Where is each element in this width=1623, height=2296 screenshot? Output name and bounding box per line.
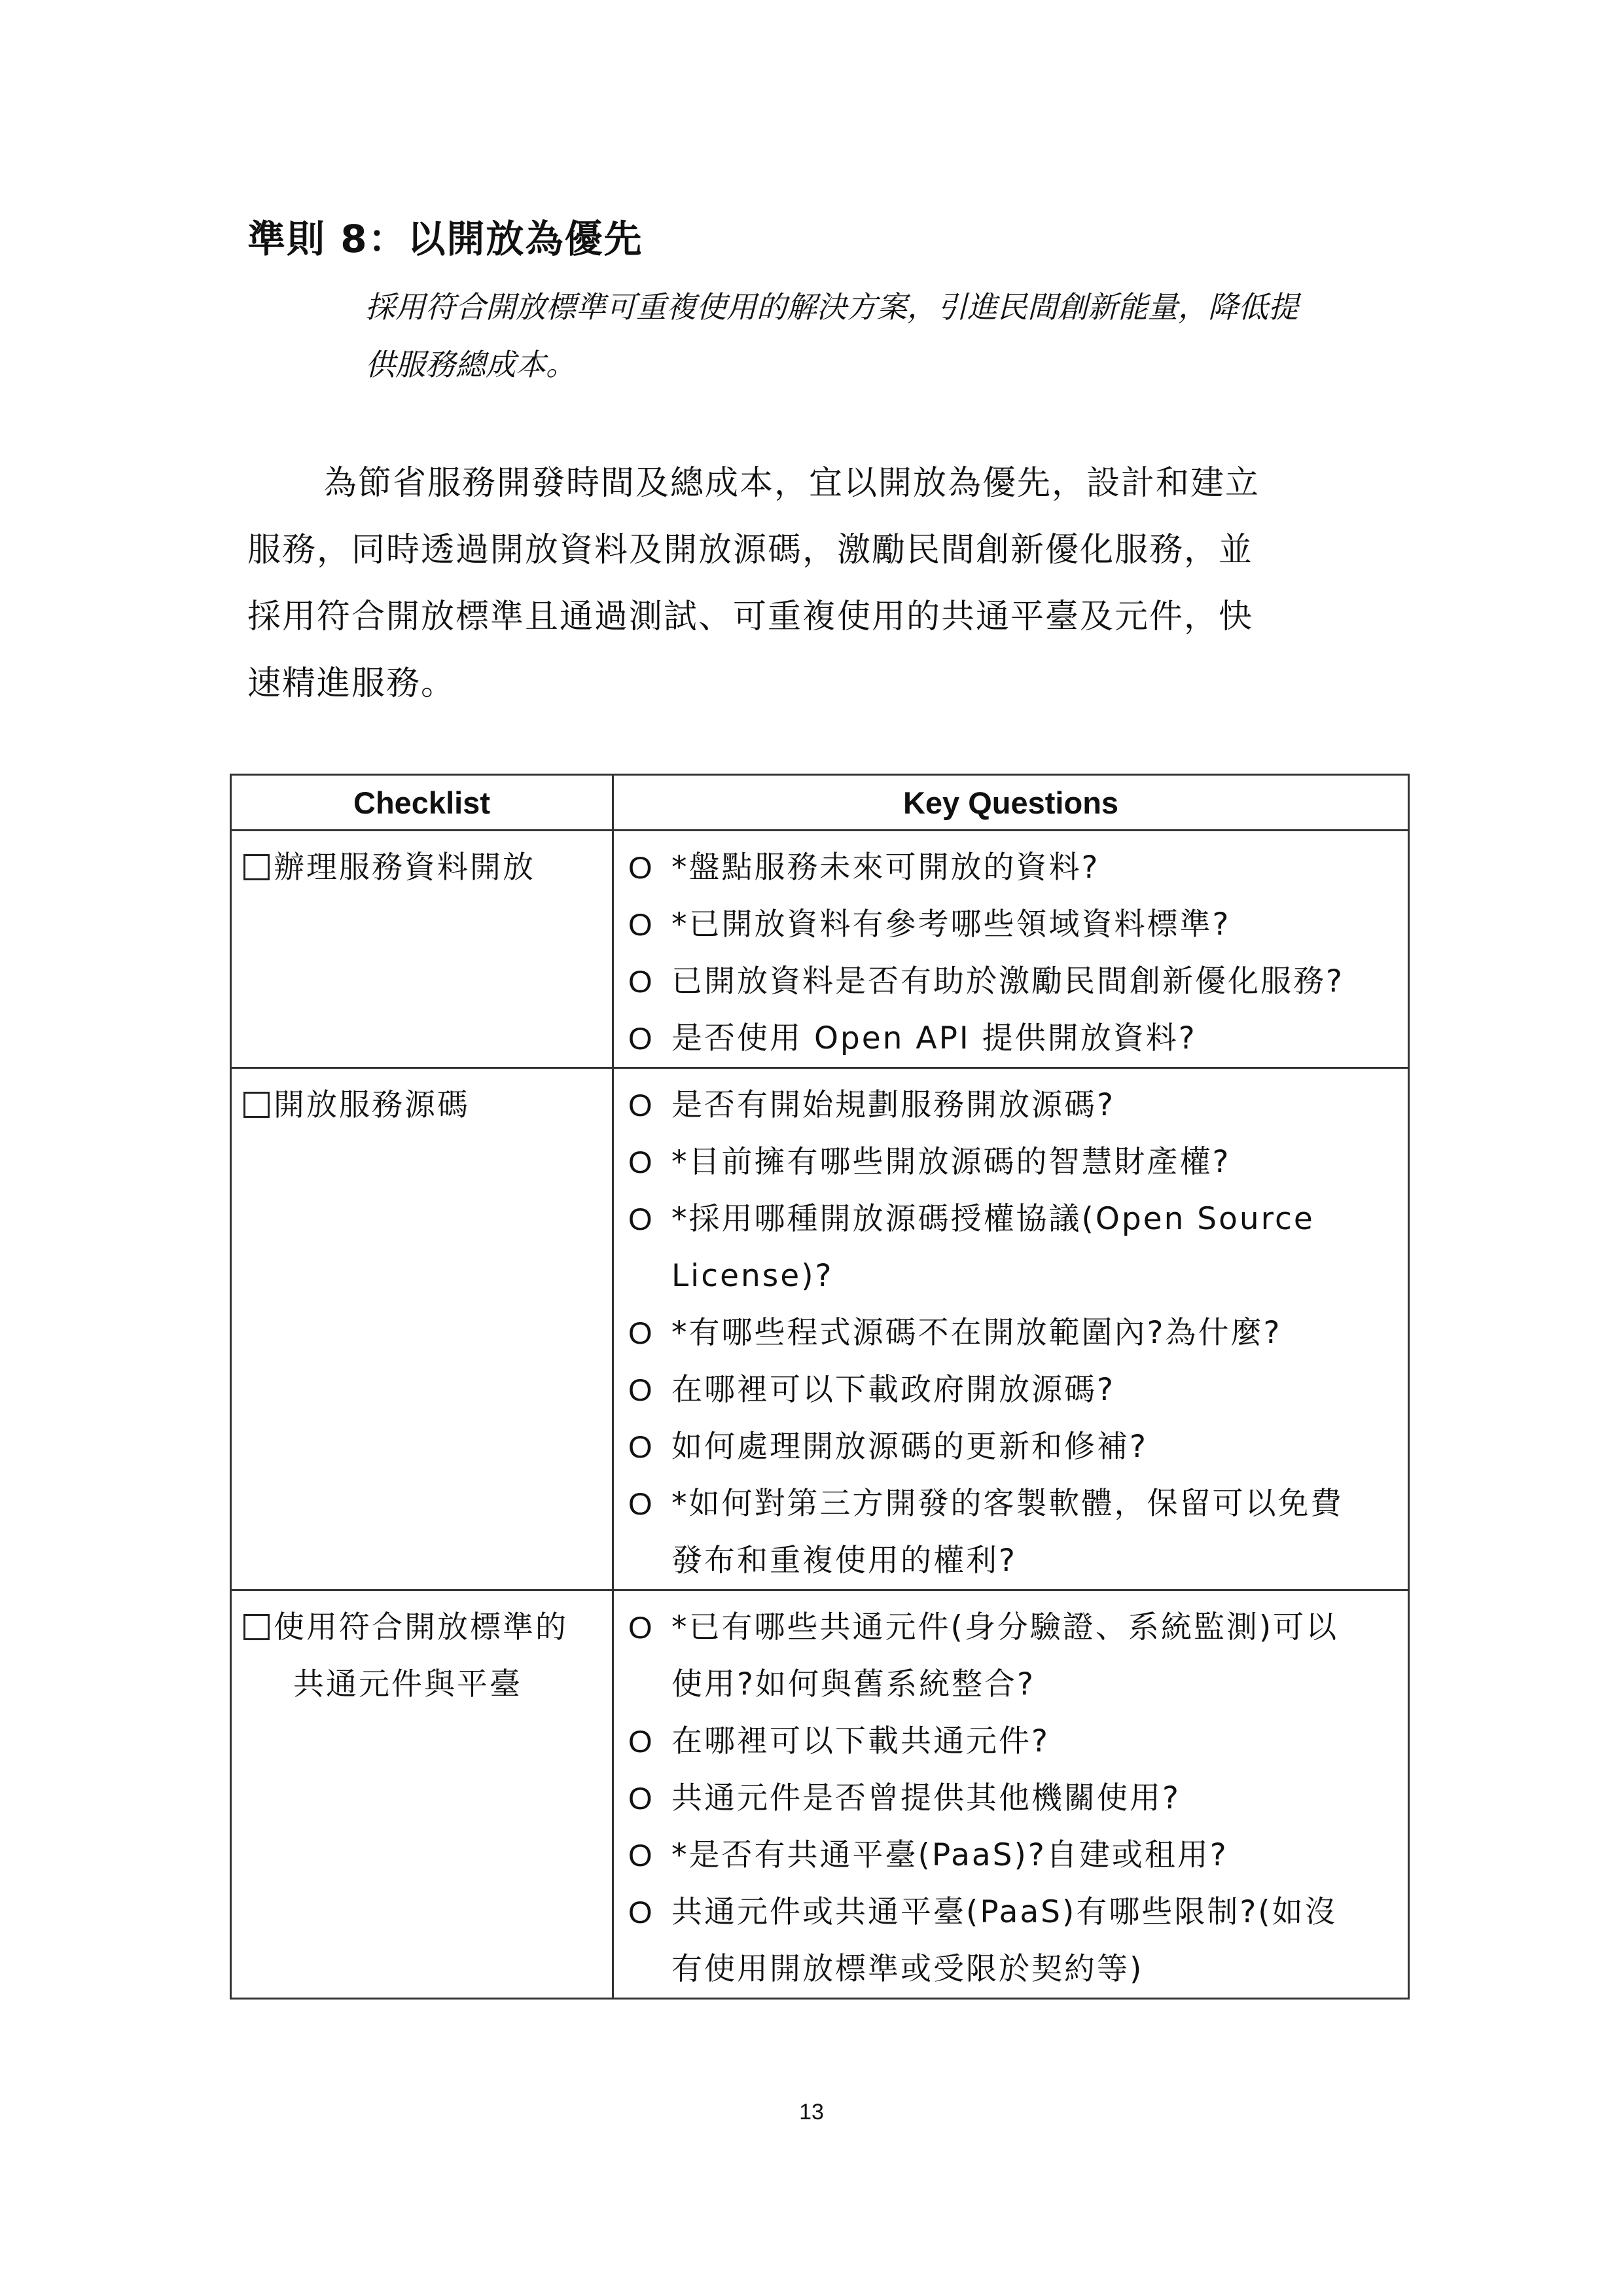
circle-bullet-icon: O bbox=[628, 1316, 654, 1350]
question-text: 發布和重複使用的權利? bbox=[671, 1543, 1017, 1579]
header-checklist: Checklist bbox=[231, 775, 613, 831]
question-item bbox=[628, 1077, 1404, 1134]
paragraph-line: 服務，同時透過開放資料及開放源碼，激勵民間創新優化服務，並 bbox=[247, 531, 1254, 569]
question-text: 在哪裡可以下載共通元件? bbox=[671, 1723, 1050, 1759]
question-text: 共通元件是否曾提供其他機關使用? bbox=[671, 1780, 1181, 1816]
circle-bullet-icon: O bbox=[628, 1202, 654, 1236]
circle-bullet-icon: O bbox=[628, 1838, 654, 1873]
question-item bbox=[628, 1475, 1404, 1589]
table-row bbox=[231, 831, 1409, 1068]
question-text: 在哪裡可以下載政府開放源碼? bbox=[671, 1372, 1115, 1408]
checklist-cell bbox=[231, 1068, 613, 1590]
question-item bbox=[628, 839, 1404, 896]
checklist-label: 開放服務源碼 bbox=[274, 1087, 470, 1123]
circle-bullet-icon: O bbox=[628, 1088, 654, 1122]
question-text: 有使用開放標準或受限於契約等) bbox=[671, 1951, 1144, 1987]
table-header-row bbox=[231, 775, 1409, 831]
checklist-label: 使用符合開放標準的 bbox=[274, 1609, 568, 1645]
principle-subtitle bbox=[365, 278, 1386, 393]
question-text: 是否有開始規劃服務開放源碼? bbox=[671, 1087, 1115, 1123]
circle-bullet-icon: O bbox=[628, 1429, 654, 1464]
paragraph-line: 採用符合開放標準且通過測試、可重複使用的共通平臺及元件，快 bbox=[247, 598, 1254, 636]
question-item bbox=[628, 1418, 1404, 1475]
question-text: *已開放資料有參考哪些領域資料標準? bbox=[671, 906, 1231, 942]
question-text: *是否有共通平臺(PaaS)?自建或租用? bbox=[671, 1837, 1228, 1873]
question-item bbox=[628, 1010, 1404, 1067]
checklist-label: 共通元件與平臺 bbox=[293, 1666, 522, 1702]
checkbox-icon[interactable] bbox=[243, 854, 270, 880]
checklist-cell bbox=[231, 1590, 613, 1999]
question-text: 如何處理開放源碼的更新和修補? bbox=[671, 1429, 1148, 1465]
circle-bullet-icon: O bbox=[628, 1021, 654, 1056]
circle-bullet-icon: O bbox=[628, 907, 654, 942]
circle-bullet-icon: O bbox=[628, 1724, 654, 1759]
questions-cell bbox=[613, 1590, 1409, 1999]
page-number: 13 bbox=[799, 2100, 824, 2125]
header-key-questions: Key Questions bbox=[613, 775, 1409, 831]
question-text: License)? bbox=[671, 1258, 834, 1294]
question-item bbox=[628, 1599, 1404, 1713]
checklist-item bbox=[243, 839, 605, 896]
circle-bullet-icon: O bbox=[628, 850, 654, 885]
circle-bullet-icon: O bbox=[628, 1372, 654, 1407]
question-text: 使用?如何與舊系統整合? bbox=[671, 1666, 1035, 1702]
question-text: *有哪些程式源碼不在開放範圍內?為什麼? bbox=[671, 1315, 1282, 1351]
question-text: *如何對第三方開發的客製軟體，保留可以免費 bbox=[671, 1486, 1344, 1522]
question-text: *已有哪些共通元件(身分驗證、系統監測)可以 bbox=[671, 1609, 1339, 1645]
table-row bbox=[231, 1068, 1409, 1590]
question-item bbox=[628, 1134, 1404, 1191]
subtitle-line: 供服務總成本。 bbox=[365, 347, 576, 382]
question-item bbox=[628, 1713, 1404, 1770]
question-item bbox=[628, 1304, 1404, 1361]
question-text: *採用哪種開放源碼授權協議(Open Source bbox=[671, 1201, 1315, 1237]
question-item bbox=[628, 1827, 1404, 1884]
circle-bullet-icon: O bbox=[628, 964, 654, 999]
question-item bbox=[628, 1361, 1404, 1418]
table-row bbox=[231, 1590, 1409, 1999]
question-text: *盤點服務未來可開放的資料? bbox=[671, 850, 1100, 886]
checklist-label: 辦理服務資料開放 bbox=[274, 850, 535, 886]
checklist-item bbox=[243, 1599, 605, 1656]
question-text: 共通元件或共通平臺(PaaS)有哪些限制?(如沒 bbox=[671, 1894, 1338, 1930]
paragraph-line: 速精進服務。 bbox=[247, 664, 456, 703]
checkbox-icon[interactable] bbox=[243, 1614, 270, 1640]
page-title: 準則 8：以開放為優先 bbox=[247, 217, 643, 261]
circle-bullet-icon: O bbox=[628, 1486, 654, 1521]
subtitle-line: 採用符合開放標準可重複使用的解決方案，引進民間創新能量，降低提 bbox=[365, 289, 1298, 325]
circle-bullet-icon: O bbox=[628, 1610, 654, 1645]
question-item bbox=[628, 1191, 1404, 1304]
checklist-item bbox=[243, 1077, 605, 1134]
circle-bullet-icon: O bbox=[628, 1145, 654, 1179]
question-text: 已開放資料是否有助於激勵民間創新優化服務? bbox=[671, 963, 1344, 999]
body-paragraph bbox=[247, 450, 1386, 717]
question-item bbox=[628, 896, 1404, 953]
questions-cell bbox=[613, 1068, 1409, 1590]
checklist-cell bbox=[231, 831, 613, 1068]
question-text: 是否使用 Open API 提供開放資料? bbox=[671, 1020, 1197, 1056]
questions-cell bbox=[613, 831, 1409, 1068]
question-item bbox=[628, 1770, 1404, 1827]
circle-bullet-icon: O bbox=[628, 1895, 654, 1929]
checklist-table bbox=[230, 774, 1410, 2000]
paragraph-line: 為節省服務開發時間及總成本，宜以開放為優先，設計和建立 bbox=[323, 464, 1260, 503]
question-text: *目前擁有哪些開放源碼的智慧財產權? bbox=[671, 1144, 1231, 1180]
circle-bullet-icon: O bbox=[628, 1781, 654, 1816]
checkbox-icon[interactable] bbox=[243, 1092, 270, 1118]
question-item bbox=[628, 953, 1404, 1010]
question-item bbox=[628, 1884, 1404, 1998]
